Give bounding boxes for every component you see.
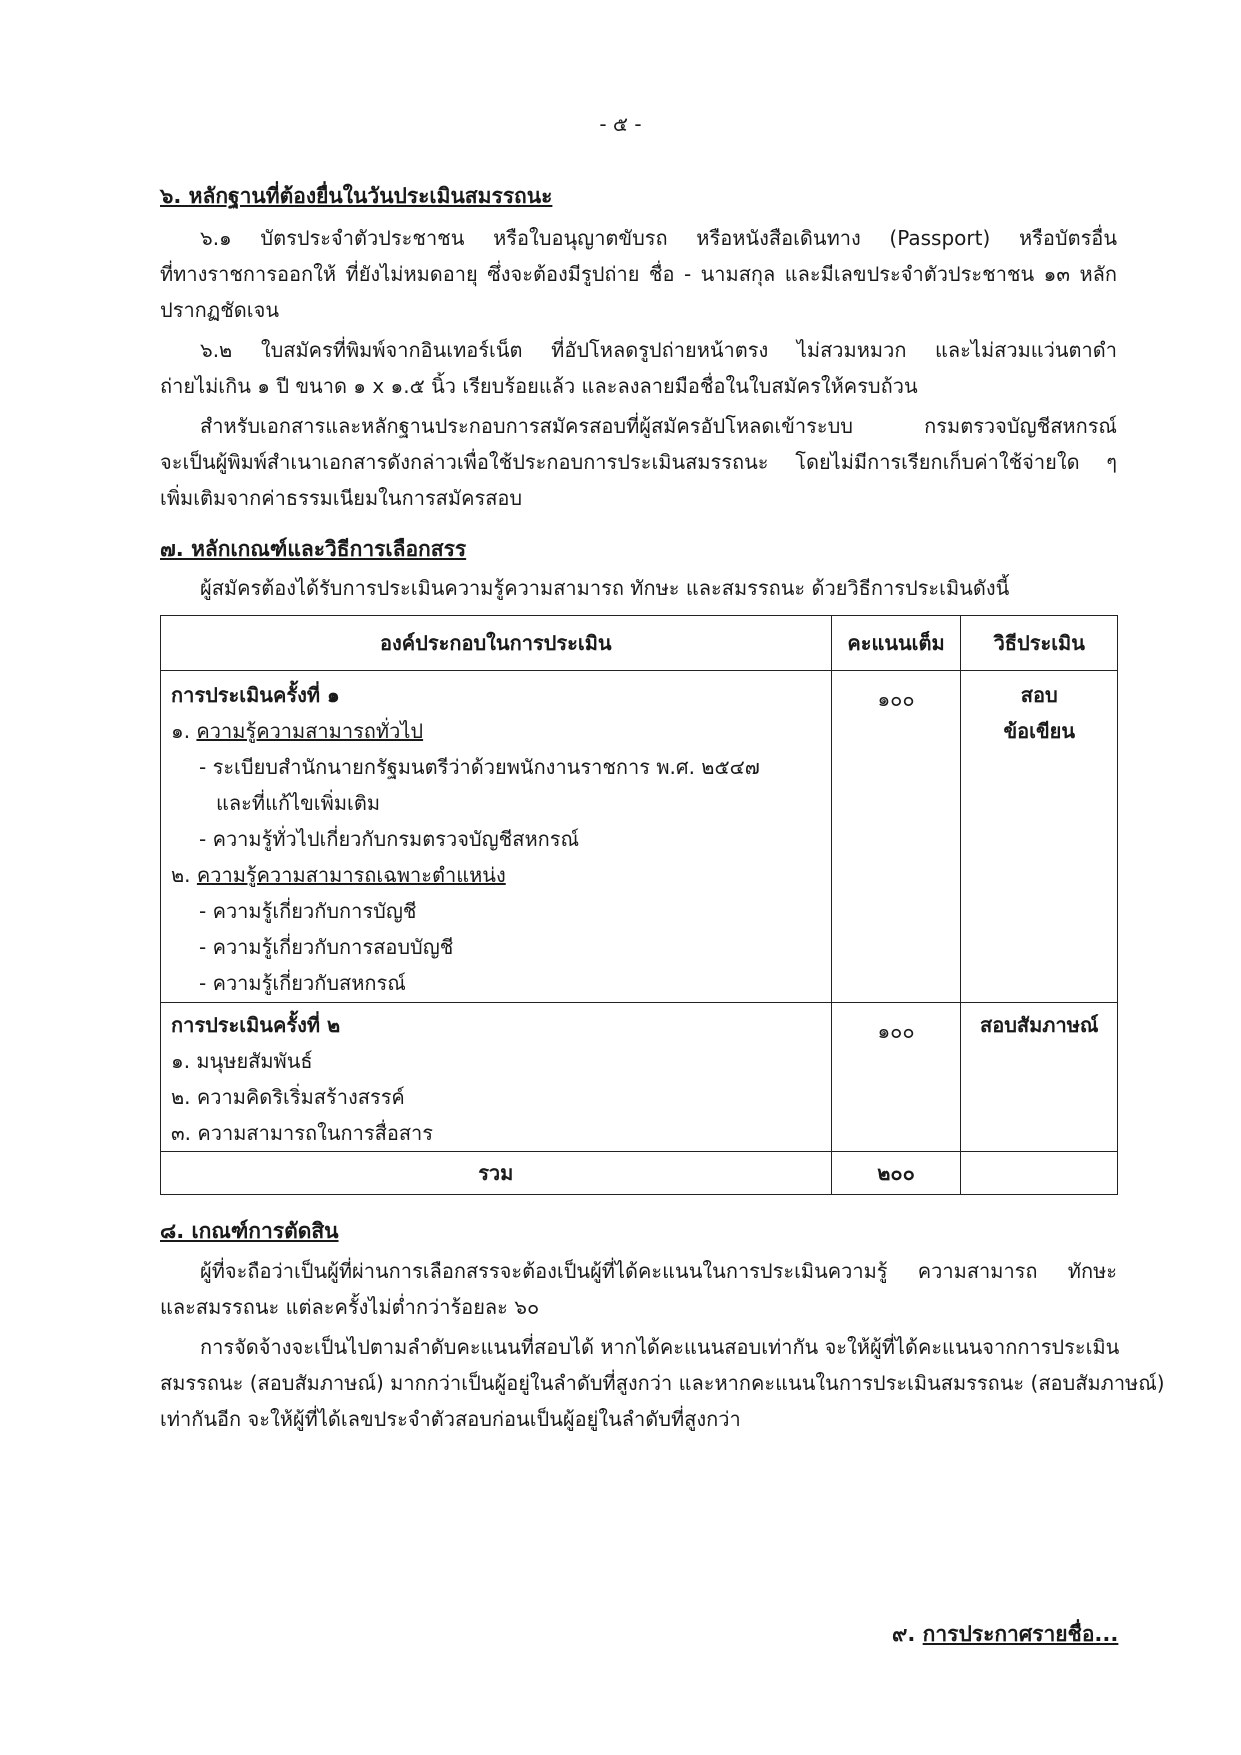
round1-components bbox=[161, 671, 832, 1003]
round1-method-line2: ข้อเขียน bbox=[1003, 719, 1076, 743]
round1-item2 bbox=[161, 857, 831, 893]
round1-item2-text: ความรู้ความสามารถเฉพาะตำแหน่ง bbox=[196, 863, 506, 887]
header-method: วิธีประเมิน bbox=[961, 616, 1118, 671]
table-header-row bbox=[161, 616, 1118, 671]
section8-p2-line2: สมรรถนะ (สอบสัมภาษณ์) มากกว่าเป็นผู้อยู่ในลำดับที่สูงกว่า และหากคะแนนในการประเมินสมรรถนะ (สอบสัมภาษณ์) bbox=[160, 1371, 1165, 1395]
round1-score: ๑๐๐ bbox=[831, 671, 961, 1003]
round2-item2: ๒. ความคิดริเริ่มสร้างสรรค์ bbox=[171, 1084, 405, 1109]
section6-p2-line1: ๖.๒ ใบสมัครที่พิมพ์จากอินเทอร์เน็ต ที่อัปโหลดรูปถ่ายหน้าตรง ไม่สวมหมวก และไม่สวมแว่นตาดำ bbox=[200, 338, 1117, 362]
total-label: รวม bbox=[161, 1152, 832, 1195]
round1-item1-sub1a: - ระเบียบสำนักนายกรัฐมนตรีว่าด้วยพนักงานราชการ พ.ศ. ๒๕๔๗ bbox=[199, 755, 760, 779]
section8-p2-line3: เท่ากันอีก จะให้ผู้ที่ได้เลขประจำตัวสอบก่อนเป็นผู้อยู่ในลำดับที่สูงกว่า bbox=[160, 1407, 741, 1431]
round1-row bbox=[161, 671, 1118, 1003]
section6-heading: ๖. หลักฐานที่ต้องยื่นในวันประเมินสมรรถนะ bbox=[160, 184, 553, 208]
section6-p3-line1: สำหรับเอกสารและหลักฐานประกอบการสมัครสอบที่ผู้สมัครอัปโหลดเข้าระบบ กรมตรวจบัญชีสหกรณ์ bbox=[200, 414, 1117, 438]
round2-title: การประเมินครั้งที่ ๒ bbox=[171, 1012, 341, 1037]
section7-heading: ๗. หลักเกณฑ์และวิธีการเลือกสรร bbox=[160, 537, 467, 561]
footer-number: ๙. bbox=[892, 1622, 916, 1646]
section6-p3-line3: เพิ่มเติมจากค่าธรรมเนียมในการสมัครสอบ bbox=[160, 486, 523, 510]
round1-item2-sub2: - ความรู้เกี่ยวกับการสอบบัญชี bbox=[199, 935, 454, 959]
round2-item1: ๑. มนุษยสัมพันธ์ bbox=[171, 1048, 313, 1073]
round1-item1-sub2: - ความรู้ทั่วไปเกี่ยวกับกรมตรวจบัญชีสหกรณ์ bbox=[199, 827, 580, 851]
section6-p1-line2: ที่ทางราชการออกให้ ที่ยังไม่หมดอายุ ซึ่งจะต้องมีรูปถ่าย ชื่อ - นามสกุล และมีเลขประจำตัวประชาชน ๑๓ หลัก bbox=[160, 262, 1117, 286]
next-section-footer bbox=[892, 1618, 1118, 1651]
round2-row bbox=[161, 1002, 1118, 1151]
round2-components bbox=[161, 1002, 832, 1151]
total-method-empty bbox=[961, 1152, 1118, 1195]
round1-item1-number: ๑. bbox=[171, 719, 191, 743]
section6-p1-line1: ๖.๑ บัตรประจำตัวประชาชน หรือใบอนุญาตขับรถ หรือหนังสือเดินทาง (Passport) หรือบัตรอื่น bbox=[200, 226, 1117, 250]
round1-item2-sub1: - ความรู้เกี่ยวกับการบัญชี bbox=[199, 899, 417, 923]
round1-item1 bbox=[161, 713, 831, 749]
section8-p1-line2: และสมรรถนะ แต่ละครั้งไม่ต่ำกว่าร้อยละ ๖๐ bbox=[160, 1295, 540, 1319]
section8-p1-line1: ผู้ที่จะถือว่าเป็นผู้ที่ผ่านการเลือกสรรจะต้องเป็นผู้ที่ได้คะแนนในการประเมินความรู้ ความสามารถ ทักษะ bbox=[200, 1259, 1117, 1283]
page-number: - ๕ - bbox=[599, 112, 642, 136]
footer-text: การประกาศรายชื่อ... bbox=[922, 1622, 1119, 1646]
assessment-table bbox=[160, 615, 1118, 1195]
round1-title: การประเมินครั้งที่ ๑ bbox=[171, 683, 340, 707]
section6-p1-line3: ปรากฏชัดเจน bbox=[160, 298, 279, 322]
section6-p3-line2: จะเป็นผู้พิมพ์สำเนาเอกสารดังกล่าวเพื่อใช้ประกอบการประเมินสมรรถนะ โดยไม่มีการเรียกเก็บค่าใช้จ่ายใด ๆ bbox=[160, 450, 1117, 474]
round1-method bbox=[961, 671, 1118, 1003]
round1-method-line1: สอบ bbox=[1020, 683, 1058, 707]
round2-item3: ๓. ความสามารถในการสื่อสาร bbox=[171, 1120, 434, 1145]
round1-item2-sub3: - ความรู้เกี่ยวกับสหกรณ์ bbox=[199, 971, 406, 995]
section6-p2-line2: ถ่ายไม่เกิน ๑ ปี ขนาด ๑ x ๑.๕ นิ้ว เรียบร้อยแล้ว และลงลายมือชื่อในใบสมัครให้ครบถ้วน bbox=[160, 374, 918, 398]
round1-item1-text: ความรู้ความสามารถทั่วไป bbox=[196, 719, 424, 743]
total-score: ๒๐๐ bbox=[831, 1152, 961, 1195]
header-component: องค์ประกอบในการประเมิน bbox=[161, 616, 832, 671]
section8-heading: ๘. เกณฑ์การตัดสิน bbox=[160, 1219, 339, 1243]
section8-p2-line1: การจัดจ้างจะเป็นไปตามลำดับคะแนนที่สอบได้ หากได้คะแนนสอบเท่ากัน จะให้ผู้ที่ได้คะแนนจากการประเมิน bbox=[200, 1335, 1120, 1359]
round2-score: ๑๐๐ bbox=[831, 1002, 961, 1151]
total-row bbox=[161, 1152, 1118, 1195]
header-full-score: คะแนนเต็ม bbox=[831, 616, 961, 671]
round2-method: สอบสัมภาษณ์ bbox=[961, 1002, 1118, 1151]
round1-item1-sub1b: และที่แก้ไขเพิ่มเติม bbox=[216, 791, 381, 815]
section7-intro: ผู้สมัครต้องได้รับการประเมินความรู้ความสามารถ ทักษะ และสมรรถนะ ด้วยวิธีการประเมินดังนี้ bbox=[200, 576, 1010, 600]
round1-item2-number: ๒. bbox=[171, 863, 191, 887]
